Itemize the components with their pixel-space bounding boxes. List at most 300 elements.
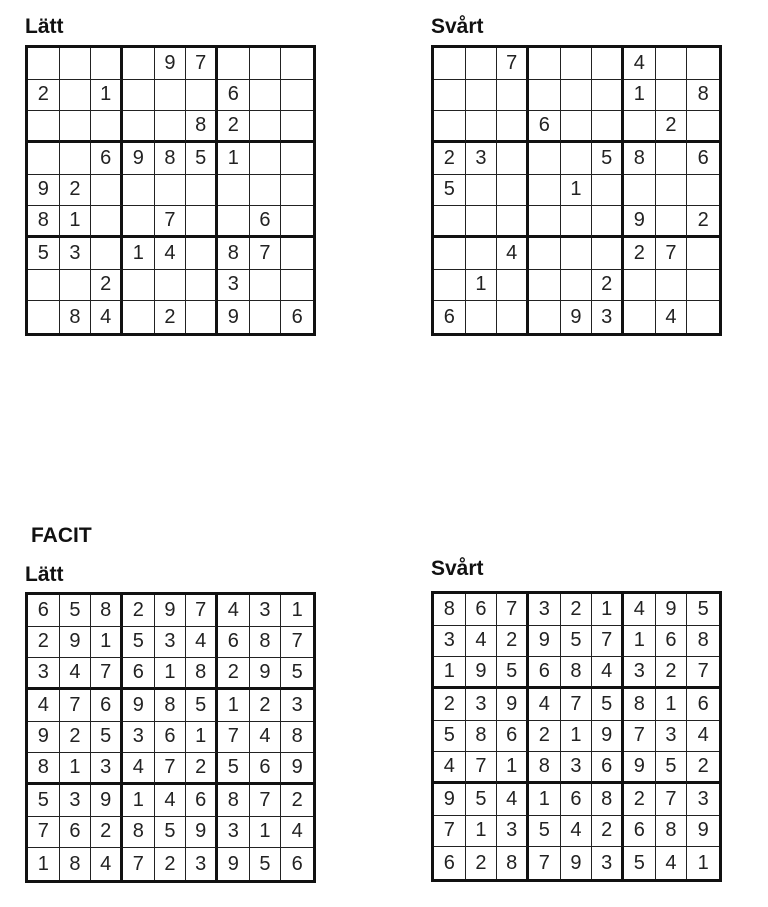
sudoku-cell-r8-c8[interactable] <box>250 270 282 302</box>
sudoku-cell-r7-c5[interactable] <box>561 238 593 270</box>
sudoku-cell-r4-c9: 6 <box>687 689 719 721</box>
sudoku-cell-r8-c4[interactable] <box>123 270 155 302</box>
sudoku-cell-r5-c4[interactable] <box>529 175 561 207</box>
sudoku-cell-r1-c3: 7 <box>497 48 529 80</box>
sudoku-cell-r8-c5: 4 <box>561 816 593 848</box>
sudoku-cell-r8-c2: 1 <box>466 270 498 302</box>
sudoku-cell-r5-c2: 2 <box>60 175 92 207</box>
sudoku-cell-r6-c1: 8 <box>28 206 60 238</box>
sudoku-cell-r6-c8[interactable] <box>656 206 688 238</box>
sudoku-cell-r2-c1: 2 <box>28 627 60 659</box>
sudoku-cell-r5-c7[interactable] <box>624 175 656 207</box>
sudoku-cell-r4-c4: 4 <box>529 689 561 721</box>
sudoku-cell-r6-c9: 2 <box>687 752 719 784</box>
sudoku-cell-r6-c8: 5 <box>656 752 688 784</box>
sudoku-cell-r6-c7: 5 <box>218 753 250 785</box>
sudoku-cell-r1-c5: 2 <box>561 594 593 626</box>
sudoku-cell-r5-c7[interactable] <box>218 175 250 207</box>
sudoku-cell-r5-c1: 5 <box>434 721 466 753</box>
sudoku-cell-r3-c7: 2 <box>218 658 250 690</box>
sudoku-cell-r5-c2[interactable] <box>466 175 498 207</box>
sudoku-cell-r3-c1[interactable] <box>28 111 60 143</box>
sudoku-cell-r4-c3: 9 <box>497 689 529 721</box>
sudoku-cell-r7-c1: 5 <box>28 238 60 270</box>
sudoku-cell-r5-c1: 9 <box>28 175 60 207</box>
sudoku-cell-r5-c3[interactable] <box>497 175 529 207</box>
sudoku-cell-r8-c4[interactable] <box>529 270 561 302</box>
sudoku-cell-r8-c7: 3 <box>218 817 250 849</box>
sudoku-cell-r1-c9[interactable] <box>281 48 313 80</box>
sudoku-cell-r8-c2: 6 <box>60 817 92 849</box>
sudoku-cell-r6-c1[interactable] <box>434 206 466 238</box>
sudoku-cell-r2-c7: 1 <box>624 626 656 658</box>
sudoku-cell-r3-c1[interactable] <box>434 111 466 143</box>
sudoku-cell-r8-c5[interactable] <box>561 270 593 302</box>
sudoku-cell-r9-c2[interactable] <box>466 301 498 333</box>
sudoku-cell-r6-c1: 4 <box>434 752 466 784</box>
sudoku-cell-r2-c1[interactable] <box>434 80 466 112</box>
sudoku-cell-r4-c8: 2 <box>250 690 282 722</box>
sudoku-cell-r5-c9: 4 <box>687 721 719 753</box>
sudoku-cell-r2-c9[interactable] <box>281 80 313 112</box>
sudoku-cell-r3-c2[interactable] <box>466 111 498 143</box>
sudoku-cell-r7-c5: 6 <box>561 784 593 816</box>
sudoku-cell-r8-c8: 8 <box>656 816 688 848</box>
sudoku-cell-r2-c9: 8 <box>687 626 719 658</box>
sudoku-cell-r4-c6: 5 <box>592 143 624 175</box>
sudoku-cell-r9-c3[interactable] <box>497 301 529 333</box>
sudoku-cell-r1-c7: 4 <box>624 48 656 80</box>
sudoku-cell-r8-c1: 7 <box>28 817 60 849</box>
sudoku-cell-r9-c7: 5 <box>624 847 656 879</box>
sudoku-cell-r1-c2: 6 <box>466 594 498 626</box>
sudoku-cell-r6-c6[interactable] <box>186 206 218 238</box>
sudoku-cell-r5-c5: 6 <box>155 722 187 754</box>
sudoku-cell-r5-c7: 7 <box>624 721 656 753</box>
sudoku-cell-r8-c8: 1 <box>250 817 282 849</box>
sudoku-cell-r1-c3: 8 <box>91 595 123 627</box>
sudoku-cell-r1-c4[interactable] <box>123 48 155 80</box>
sudoku-cell-r5-c6: 9 <box>592 721 624 753</box>
sudoku-cell-r6-c8: 6 <box>250 206 282 238</box>
sudoku-cell-r5-c8: 4 <box>250 722 282 754</box>
sudoku-cell-r6-c5: 7 <box>155 753 187 785</box>
sudoku-cell-r8-c6: 2 <box>592 270 624 302</box>
sudoku-cell-r7-c3: 4 <box>497 784 529 816</box>
sudoku-cell-r6-c6: 2 <box>186 753 218 785</box>
sudoku-cell-r6-c3[interactable] <box>91 206 123 238</box>
sudoku-cell-r6-c5: 3 <box>561 752 593 784</box>
sudoku-cell-r7-c8: 7 <box>656 238 688 270</box>
sudoku-cell-r9-c4[interactable] <box>123 301 155 333</box>
sudoku-cell-r7-c2: 3 <box>60 238 92 270</box>
sudoku-cell-r5-c4[interactable] <box>123 175 155 207</box>
sudoku-cell-r5-c9[interactable] <box>687 175 719 207</box>
sudoku-cell-r6-c7[interactable] <box>218 206 250 238</box>
sudoku-cell-r7-c5: 4 <box>155 238 187 270</box>
sudoku-cell-r1-c6: 7 <box>186 48 218 80</box>
sudoku-cell-r6-c4[interactable] <box>529 206 561 238</box>
sudoku-cell-r1-c3: 7 <box>497 594 529 626</box>
sudoku-cell-r2-c2: 9 <box>60 627 92 659</box>
sudoku-cell-r5-c1: 9 <box>28 722 60 754</box>
sudoku-cell-r1-c8: 3 <box>250 595 282 627</box>
sudoku-cell-r3-c9[interactable] <box>281 111 313 143</box>
sudoku-cell-r8-c2: 1 <box>466 816 498 848</box>
sudoku-cell-r8-c2[interactable] <box>60 270 92 302</box>
sudoku-cell-r4-c8: 1 <box>656 689 688 721</box>
sudoku-cell-r1-c2[interactable] <box>466 48 498 80</box>
sudoku-cell-r3-c2[interactable] <box>60 111 92 143</box>
sudoku-cell-r2-c7: 1 <box>624 80 656 112</box>
sudoku-cell-r2-c7: 6 <box>218 80 250 112</box>
easy-solution-grid <box>25 592 316 883</box>
sudoku-cell-r6-c3: 1 <box>497 752 529 784</box>
sudoku-cell-r8-c3[interactable] <box>497 270 529 302</box>
sudoku-cell-r3-c7[interactable] <box>624 111 656 143</box>
sudoku-cell-r7-c5: 4 <box>155 785 187 817</box>
sudoku-cell-r7-c2: 5 <box>466 784 498 816</box>
sudoku-cell-r5-c6[interactable] <box>592 175 624 207</box>
sudoku-cell-r4-c8[interactable] <box>250 143 282 175</box>
sudoku-cell-r9-c7: 9 <box>218 301 250 333</box>
sudoku-cell-r3-c1: 3 <box>28 658 60 690</box>
sudoku-cell-r7-c9[interactable] <box>281 238 313 270</box>
sudoku-cell-r1-c5: 9 <box>155 595 187 627</box>
sudoku-cell-r4-c7: 1 <box>218 690 250 722</box>
sudoku-cell-r6-c2[interactable] <box>466 206 498 238</box>
sudoku-cell-r9-c5: 9 <box>561 301 593 333</box>
sudoku-cell-r7-c7: 2 <box>624 238 656 270</box>
sudoku-cell-r2-c3: 1 <box>91 80 123 112</box>
sudoku-cell-r2-c4[interactable] <box>529 80 561 112</box>
sudoku-cell-r8-c9[interactable] <box>281 270 313 302</box>
sudoku-cell-r2-c3[interactable] <box>497 80 529 112</box>
sudoku-cell-r8-c3: 3 <box>497 816 529 848</box>
facit-title: FACIT <box>31 524 92 547</box>
sudoku-cell-r1-c4: 3 <box>529 594 561 626</box>
sudoku-cell-r4-c5: 8 <box>155 143 187 175</box>
sudoku-cell-r3-c9: 7 <box>687 657 719 689</box>
sudoku-cell-r8-c5[interactable] <box>155 270 187 302</box>
sudoku-cell-r9-c2: 8 <box>60 848 92 880</box>
sudoku-cell-r2-c9: 7 <box>281 627 313 659</box>
sudoku-cell-r7-c4: 1 <box>123 785 155 817</box>
sudoku-cell-r8-c9[interactable] <box>687 270 719 302</box>
sudoku-cell-r9-c1: 1 <box>28 848 60 880</box>
sudoku-cell-r1-c5: 9 <box>155 48 187 80</box>
hard-solution-grid <box>431 591 722 882</box>
sudoku-cell-r5-c6[interactable] <box>186 175 218 207</box>
sudoku-cell-r2-c8[interactable] <box>250 80 282 112</box>
sudoku-cell-r3-c8[interactable] <box>250 111 282 143</box>
sudoku-cell-r6-c6: 6 <box>592 752 624 784</box>
sudoku-cell-r5-c5[interactable] <box>155 175 187 207</box>
sudoku-cell-r8-c1: 7 <box>434 816 466 848</box>
sudoku-cell-r4-c4: 9 <box>123 690 155 722</box>
sudoku-cell-r5-c4: 3 <box>123 722 155 754</box>
sudoku-cell-r7-c4: 1 <box>529 784 561 816</box>
sudoku-cell-r6-c3: 3 <box>91 753 123 785</box>
sudoku-cell-r4-c3: 6 <box>91 690 123 722</box>
sudoku-cell-r6-c2: 1 <box>60 753 92 785</box>
sudoku-cell-r2-c8: 6 <box>656 626 688 658</box>
sudoku-cell-r2-c8: 8 <box>250 627 282 659</box>
sudoku-cell-r7-c8: 7 <box>250 238 282 270</box>
sudoku-cell-r2-c6[interactable] <box>592 80 624 112</box>
sudoku-cell-r5-c5: 1 <box>561 721 593 753</box>
sudoku-cell-r7-c3: 9 <box>91 785 123 817</box>
sudoku-cell-r6-c7: 9 <box>624 206 656 238</box>
sudoku-cell-r7-c7: 8 <box>218 785 250 817</box>
sudoku-cell-r6-c7: 9 <box>624 752 656 784</box>
sudoku-cell-r2-c1: 3 <box>434 626 466 658</box>
sudoku-cell-r9-c9: 1 <box>697 851 709 874</box>
sudoku-cell-r2-c5[interactable] <box>561 80 593 112</box>
sudoku-cell-r7-c2: 3 <box>60 785 92 817</box>
sudoku-cell-r9-c2: 8 <box>60 301 92 333</box>
sudoku-cell-r4-c5: 7 <box>561 689 593 721</box>
sudoku-cell-r1-c1[interactable] <box>28 48 60 80</box>
sudoku-cell-r9-c1: 6 <box>434 847 466 879</box>
sudoku-cell-r5-c3[interactable] <box>91 175 123 207</box>
sudoku-cell-r8-c7: 6 <box>624 816 656 848</box>
sudoku-cell-r8-c1[interactable] <box>434 270 466 302</box>
sudoku-cell-r2-c2[interactable] <box>466 80 498 112</box>
sudoku-cell-r1-c6[interactable] <box>592 48 624 80</box>
sudoku-cell-r3-c8: 2 <box>656 111 688 143</box>
sudoku-cell-r5-c8: 3 <box>656 721 688 753</box>
sudoku-cell-r7-c4[interactable] <box>529 238 561 270</box>
sudoku-cell-r1-c9: 1 <box>281 595 313 627</box>
sudoku-cell-r5-c2: 2 <box>60 722 92 754</box>
sudoku-cell-r4-c6: 5 <box>592 689 624 721</box>
sudoku-cell-r9-c6: 3 <box>592 847 624 879</box>
sudoku-cell-r2-c5[interactable] <box>155 80 187 112</box>
sudoku-cell-r5-c6: 1 <box>186 722 218 754</box>
sudoku-cell-r9-c8: 4 <box>656 301 688 333</box>
sudoku-cell-r3-c4: 6 <box>529 657 561 689</box>
sudoku-cell-r1-c8[interactable] <box>656 48 688 80</box>
sudoku-cell-r6-c8: 6 <box>250 753 282 785</box>
sudoku-cell-r1-c6: 7 <box>186 595 218 627</box>
sudoku-cell-r3-c6[interactable] <box>592 111 624 143</box>
sudoku-cell-r8-c8[interactable] <box>656 270 688 302</box>
sudoku-cell-r7-c8: 7 <box>250 785 282 817</box>
sudoku-cell-r5-c4: 2 <box>529 721 561 753</box>
sudoku-cell-r1-c3[interactable] <box>91 48 123 80</box>
sudoku-cell-r4-c7: 8 <box>624 689 656 721</box>
sudoku-cell-r9-c1[interactable] <box>28 301 60 333</box>
sudoku-cell-r7-c9[interactable] <box>687 238 719 270</box>
sudoku-cell-r3-c8: 2 <box>656 657 688 689</box>
sudoku-cell-r3-c6: 8 <box>186 658 218 690</box>
sudoku-cell-r3-c3[interactable] <box>497 111 529 143</box>
sudoku-cell-r5-c3: 6 <box>497 721 529 753</box>
sudoku-cell-r8-c7[interactable] <box>624 270 656 302</box>
sudoku-cell-r9-c7[interactable] <box>624 301 656 333</box>
sudoku-cell-r6-c9: 2 <box>687 206 719 238</box>
sudoku-cell-r6-c2: 7 <box>466 752 498 784</box>
sudoku-cell-r4-c7: 8 <box>624 143 656 175</box>
easy-solution-title: Lätt <box>25 563 64 586</box>
sudoku-cell-r9-c3: 4 <box>91 848 123 880</box>
sudoku-cell-r8-c7: 3 <box>218 270 250 302</box>
easy-puzzle-title: Lätt <box>25 15 64 38</box>
sudoku-cell-r2-c4: 5 <box>123 627 155 659</box>
sudoku-cell-r8-c9: 9 <box>687 816 719 848</box>
sudoku-cell-r3-c8: 9 <box>250 658 282 690</box>
sudoku-cell-r4-c6: 5 <box>186 143 218 175</box>
sudoku-cell-r8-c5: 5 <box>155 817 187 849</box>
sudoku-cell-r4-c1: 2 <box>434 143 466 175</box>
sudoku-cell-r3-c7: 3 <box>624 657 656 689</box>
sudoku-cell-r7-c1[interactable] <box>434 238 466 270</box>
sudoku-cell-r3-c3[interactable] <box>91 111 123 143</box>
sudoku-cell-r2-c8[interactable] <box>656 80 688 112</box>
sudoku-cell-r9-c5: 9 <box>561 847 593 879</box>
sudoku-cell-r4-c4[interactable] <box>529 143 561 175</box>
sudoku-cell-r8-c6: 2 <box>592 816 624 848</box>
sudoku-cell-r1-c7: 4 <box>624 594 656 626</box>
sudoku-cell-r8-c3: 2 <box>91 270 123 302</box>
sudoku-cell-r4-c4: 9 <box>123 143 155 175</box>
sudoku-cell-r8-c4: 8 <box>123 817 155 849</box>
sudoku-cell-r9-c3: 8 <box>497 847 529 879</box>
sudoku-cell-r1-c4: 2 <box>123 595 155 627</box>
sudoku-cell-r4-c2: 3 <box>466 689 498 721</box>
sudoku-cell-r7-c3[interactable] <box>91 238 123 270</box>
sudoku-cell-r5-c2: 8 <box>466 721 498 753</box>
sudoku-cell-r4-c7: 1 <box>218 143 250 175</box>
sudoku-cell-r7-c9: 2 <box>281 785 313 817</box>
sudoku-cell-r5-c9: 8 <box>281 722 313 754</box>
sudoku-cell-r3-c5: 8 <box>561 657 593 689</box>
hard-puzzle-grid[interactable] <box>431 45 722 336</box>
sudoku-cell-r4-c1: 2 <box>434 689 466 721</box>
sudoku-cell-r4-c1[interactable] <box>28 143 60 175</box>
sudoku-cell-r1-c1[interactable] <box>434 48 466 80</box>
sudoku-cell-r9-c8[interactable] <box>250 301 282 333</box>
sudoku-cell-r2-c3: 1 <box>91 627 123 659</box>
sudoku-cell-r3-c9[interactable] <box>687 111 719 143</box>
sudoku-cell-r3-c5[interactable] <box>155 111 187 143</box>
sudoku-cell-r6-c5[interactable] <box>561 206 593 238</box>
sudoku-cell-r3-c4: 6 <box>123 658 155 690</box>
sudoku-cell-r9-c4: 7 <box>123 848 155 880</box>
sudoku-cell-r2-c4: 9 <box>529 626 561 658</box>
sudoku-cell-r2-c6: 7 <box>592 626 624 658</box>
sudoku-cell-r5-c8[interactable] <box>250 175 282 207</box>
sudoku-cell-r7-c6[interactable] <box>186 238 218 270</box>
sudoku-cell-r1-c8[interactable] <box>250 48 282 80</box>
hard-puzzle-title: Svårt <box>431 15 484 38</box>
sudoku-cell-r9-c6: 3 <box>186 848 218 880</box>
sudoku-cell-r1-c5[interactable] <box>561 48 593 80</box>
sudoku-cell-r2-c6[interactable] <box>186 80 218 112</box>
sudoku-cell-r4-c1: 4 <box>28 690 60 722</box>
sudoku-cell-r3-c5[interactable] <box>561 111 593 143</box>
sudoku-cell-r3-c4[interactable] <box>123 111 155 143</box>
sudoku-cell-r7-c2[interactable] <box>466 238 498 270</box>
sudoku-cell-r6-c9: 9 <box>281 753 313 785</box>
sudoku-cell-r5-c5: 1 <box>561 175 593 207</box>
sudoku-cell-r9-c9[interactable] <box>687 301 719 333</box>
sudoku-cell-r3-c6: 8 <box>186 111 218 143</box>
hard-solution-title: Svårt <box>431 557 484 580</box>
sudoku-cell-r9-c4: 7 <box>529 847 561 879</box>
sudoku-cell-r6-c4[interactable] <box>123 206 155 238</box>
sudoku-cell-r4-c3: 6 <box>91 143 123 175</box>
sudoku-cell-r2-c7: 6 <box>218 627 250 659</box>
sudoku-cell-r1-c2[interactable] <box>60 48 92 80</box>
sudoku-cell-r2-c1: 2 <box>28 80 60 112</box>
sudoku-cell-r8-c4: 5 <box>529 816 561 848</box>
sudoku-cell-r1-c7[interactable] <box>218 48 250 80</box>
sudoku-cell-r2-c9: 8 <box>687 80 719 112</box>
sudoku-cell-r9-c4[interactable] <box>529 301 561 333</box>
sudoku-cell-r1-c9: 5 <box>687 594 719 626</box>
sudoku-cell-r3-c3: 5 <box>497 657 529 689</box>
sudoku-cell-r3-c9: 5 <box>281 658 313 690</box>
sudoku-cell-r5-c8[interactable] <box>656 175 688 207</box>
sudoku-cell-r6-c4: 8 <box>529 752 561 784</box>
sudoku-cell-r2-c5: 5 <box>561 626 593 658</box>
sudoku-cell-r3-c6: 4 <box>592 657 624 689</box>
sudoku-cell-r8-c6: 9 <box>186 817 218 849</box>
sudoku-cell-r1-c4[interactable] <box>529 48 561 80</box>
sudoku-cell-r9-c9: 6 <box>291 852 303 875</box>
sudoku-cell-r4-c2[interactable] <box>60 143 92 175</box>
sudoku-cell-r5-c7: 7 <box>218 722 250 754</box>
sudoku-cell-r6-c9[interactable] <box>281 206 313 238</box>
sudoku-cell-r2-c2[interactable] <box>60 80 92 112</box>
sudoku-cell-r6-c5: 7 <box>155 206 187 238</box>
sudoku-cell-r2-c4[interactable] <box>123 80 155 112</box>
sudoku-cell-r3-c2: 4 <box>60 658 92 690</box>
sudoku-cell-r2-c2: 4 <box>466 626 498 658</box>
sudoku-cell-r7-c6: 8 <box>592 784 624 816</box>
sudoku-cell-r3-c1: 1 <box>434 657 466 689</box>
sudoku-cell-r6-c3[interactable] <box>497 206 529 238</box>
sudoku-cell-r6-c4: 4 <box>123 753 155 785</box>
sudoku-cell-r7-c3: 4 <box>497 238 529 270</box>
sudoku-cell-r6-c6[interactable] <box>592 206 624 238</box>
sudoku-cell-r7-c6[interactable] <box>592 238 624 270</box>
sudoku-cell-r9-c2: 2 <box>466 847 498 879</box>
sudoku-cell-r9-c6: 3 <box>592 301 624 333</box>
sudoku-cell-r7-c4: 1 <box>123 238 155 270</box>
sudoku-cell-r4-c3[interactable] <box>497 143 529 175</box>
sudoku-cell-r8-c6[interactable] <box>186 270 218 302</box>
easy-puzzle-grid[interactable] <box>25 45 316 336</box>
sudoku-cell-r1-c9[interactable] <box>687 48 719 80</box>
sudoku-cell-r9-c6[interactable] <box>186 301 218 333</box>
sudoku-cell-r4-c5[interactable] <box>561 143 593 175</box>
sudoku-cell-r9-c8: 4 <box>656 847 688 879</box>
sudoku-cell-r8-c1[interactable] <box>28 270 60 302</box>
sudoku-cell-r1-c2: 5 <box>60 595 92 627</box>
sudoku-cell-r4-c9: 3 <box>281 690 313 722</box>
sudoku-cell-r5-c9[interactable] <box>281 175 313 207</box>
sudoku-cell-r4-c2: 7 <box>60 690 92 722</box>
sudoku-cell-r3-c3: 7 <box>91 658 123 690</box>
sudoku-cell-r9-c5: 2 <box>155 301 187 333</box>
sudoku-cell-r1-c8: 9 <box>656 594 688 626</box>
sudoku-cell-r4-c6: 5 <box>186 690 218 722</box>
sudoku-cell-r4-c8[interactable] <box>656 143 688 175</box>
sudoku-cell-r4-c9[interactable] <box>281 143 313 175</box>
